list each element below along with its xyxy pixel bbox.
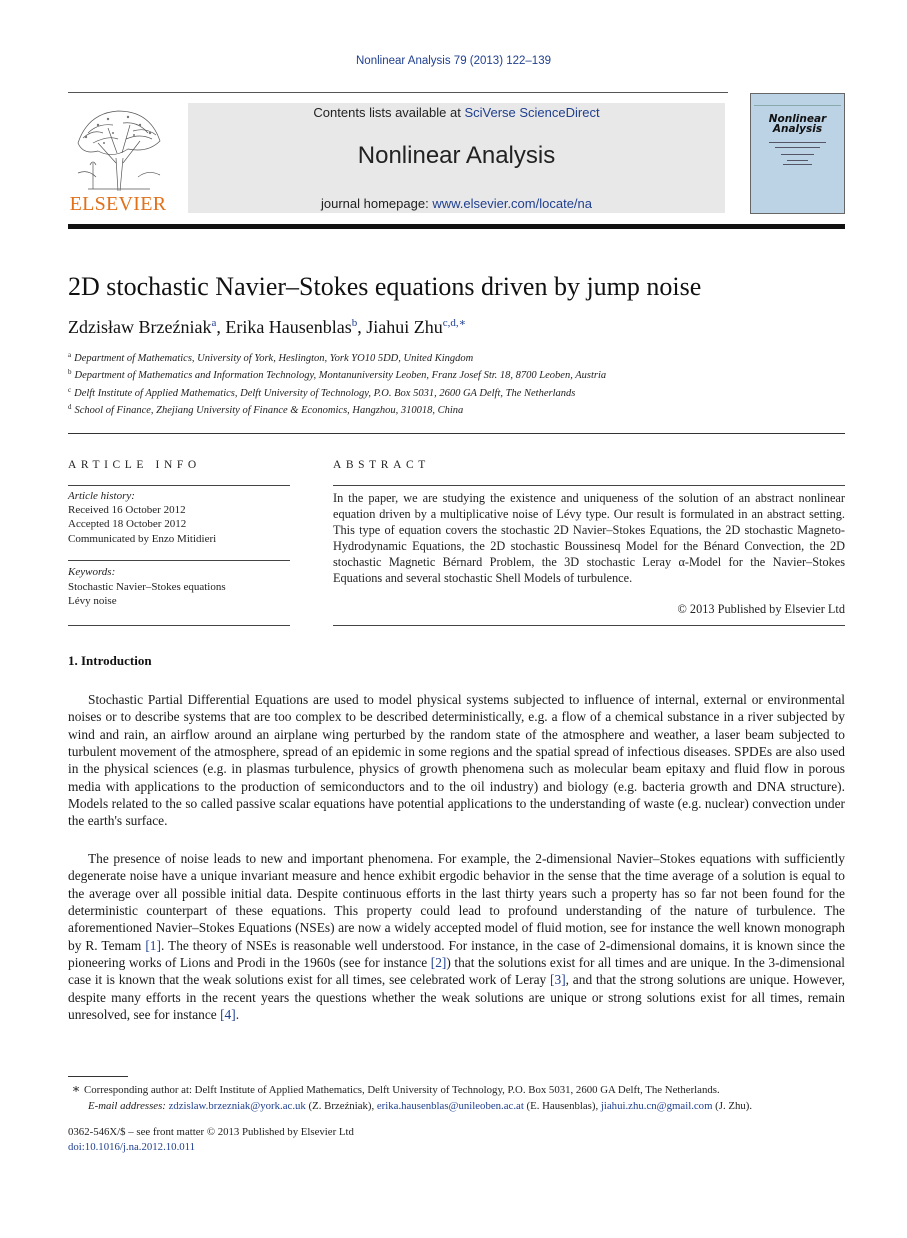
body-paragraph: [68, 850, 845, 1023]
received-date: Received 16 October 2012: [68, 504, 186, 517]
header-rule: [68, 92, 728, 93]
history-label: Article history:: [68, 490, 135, 502]
affiliation-mark: c: [68, 386, 72, 394]
cover-text-line: [781, 154, 814, 155]
affiliation-text: Department of Mathematics and Information Technology, Montanuniversity Leoben, Franz Josef Str. 18, 8700 Leoben, Austria: [74, 370, 607, 381]
corresponding-text: Corresponding author at: Delft Institute of Applied Mathematics, Delft University of Technology, P.O. Box 5031, 2600 GA Delft, The Netherlands.: [84, 1084, 720, 1096]
paragraph-text: The presence of noise leads to new and important phenomena. For example, the 2-dimensional Navier–Stokes equations with sufficiently degenerate noise have a unique invariant measure and hence exhibit ergodic behavior in the sense that the time average of a solution is equal to the average over all possible initial data. Despite continuous efforts in the last thirty years such a property has so far not been found for the deterministic counterpart of these equations. This property could lead to profound understanding of the nature of turbulence. The aforementioned Navier–Stokes Equations (NSEs) are now a widely accepted model of fluid motion, see for instance the well known monograph by R. Temam: [68, 851, 845, 953]
affiliation: [68, 351, 473, 364]
author-affil-mark[interactable]: a: [211, 317, 217, 329]
affiliation-mark: a: [68, 351, 72, 359]
article-info-rule: [68, 625, 290, 626]
footnote-star: ∗: [71, 1081, 81, 1096]
author-name[interactable]: Erika Hausenblas: [225, 317, 352, 337]
paragraph-text: .: [235, 1007, 240, 1023]
email-link[interactable]: zdzislaw.brzezniak@york.ac.uk: [168, 1099, 306, 1112]
reference-link[interactable]: [1]: [145, 937, 161, 953]
header-thick-rule: [68, 224, 845, 229]
email-owner: (J. Zhu).: [712, 1099, 753, 1112]
body-paragraph: Stochastic Partial Differential Equations are used to model physical systems subjected to influence of internal, external or environmental noises or to describe systems that are too complex to be described deterministically, e.g. a flow of a chemical substance in a river subjected by wind and rain, an airflow around an airplane wing perturbed by the random state of the atmosphere and weather, a laser beam subjected to turbulent movement of the atmosphere, spread of an epidemic in some regions and the spatial spread of infectious diseases. SPDEs are also used in the physical sciences (e.g. in plasmas turbulence, physics of growth phenomena such as molecular beam epitaxy and fluid flow in porous media with applications to the production of semiconductors and to the oil industry) and biology (e.g. bacteria growth and DNA structure). Models related to the so called passive scalar equations have potential applications to the understanding of waste (e.g. nuclear) convection under the earth's surface.: [68, 692, 845, 829]
cover-text-line: [783, 164, 812, 165]
author-name[interactable]: Jiahui Zhu: [366, 317, 443, 337]
footnote-rule: [68, 1076, 128, 1077]
abstract-text: In the paper, we are studying the existence and uniqueness of the solution of an abstract nonlinear equation driven by a multiplicative noise of Lévy type. Our result is formulated in an abstract setting. This type of equation covers the stochastic 2D Navier–Stokes Equations, the 2D stochastic Magneto-Hydrodynamic Equations, the 2D stochastic Boussinesq Model for the Bénard Convection, the 2D stochastic Magnetic Bérnard Problem, the 3D stochastic Leray α-Model for the Navier–Stokes Equations and several stochastic Shell Models of turbulence.: [333, 491, 845, 585]
cover-text-line: [769, 142, 826, 143]
email-label: E-mail addresses:: [88, 1099, 166, 1112]
affiliation-text: School of Finance, Zhejiang University of Finance & Economics, Hangzhou, 310018, China: [74, 405, 464, 416]
cover-text-line: [775, 147, 820, 148]
homepage-line: [188, 196, 725, 211]
article-info-rule: [68, 485, 290, 486]
keywords-label: Keywords:: [68, 566, 116, 578]
footnote: [68, 1081, 858, 1114]
paper-title: 2D stochastic Navier–Stokes equations driven by jump noise: [68, 272, 702, 301]
abstract-heading: ABSTRACT: [333, 459, 430, 471]
keyword: Lévy noise: [68, 595, 117, 608]
cover-title-line2: Analysis: [772, 123, 823, 135]
email-link[interactable]: jiahui.zhu.cn@gmail.com: [600, 1099, 713, 1112]
publisher-name: ELSEVIER: [69, 193, 167, 215]
reference-link[interactable]: [2]: [430, 955, 447, 971]
sciencedirect-link[interactable]: SciVerse ScienceDirect: [464, 105, 600, 120]
affiliation-text: Department of Mathematics, University of York, Heslington, York YO10 5DD, United Kingdom: [74, 353, 474, 364]
doi-link[interactable]: doi:10.1016/j.na.2012.10.011: [68, 1141, 196, 1154]
paragraph-text: . The theory of NSEs is reasonable well understood. For instance, in the case of 2-dimensional domains, it is known since the pioneering works of Lions and Prodi in the 1960s (see for instance: [68, 937, 846, 971]
journal-homepage-link[interactable]: www.elsevier.com/locate/na: [432, 196, 592, 211]
author-list: Zdzisław Brzeźniak$^a$, Erika Hausenblas$^b$, Jiahui Zhu$^{c,d,∗}$: [68, 317, 467, 337]
affiliation: [68, 386, 575, 399]
cover-text-line: [787, 160, 808, 161]
reference-link[interactable]: [4]: [220, 1007, 236, 1023]
communicated-by: Communicated by Enzo Mitidieri: [68, 532, 217, 545]
affiliation: [68, 368, 606, 381]
copyright-notice: © 2013 Published by Elsevier Ltd: [677, 602, 845, 616]
journal-citation[interactable]: Nonlinear Analysis 79 (2013) 122–139: [356, 55, 551, 67]
corresponding-author-note: [68, 1081, 858, 1099]
keyword: Stochastic Navier–Stokes equations: [68, 580, 226, 593]
author-affil-mark[interactable]: b: [351, 317, 358, 329]
email-link[interactable]: erika.hausenblas@unileoben.ac.at: [376, 1099, 524, 1112]
abstract-rule: [333, 625, 845, 626]
abstract-rule: [333, 485, 845, 486]
keywords-block: [68, 565, 290, 609]
journal-title: Nonlinear Analysis: [357, 142, 556, 169]
contents-line: [188, 105, 725, 120]
section-heading: 1. Introduction: [68, 653, 152, 668]
cover-header-strip: [754, 97, 841, 106]
contents-prefix: Contents lists available at: [313, 105, 465, 120]
tree-icon: [68, 103, 168, 193]
affiliation-mark: d: [68, 403, 72, 411]
journal-cover-thumbnail[interactable]: [750, 93, 845, 214]
affiliation-mark: b: [68, 368, 72, 376]
email-addresses: [68, 1099, 858, 1115]
paragraph-text: , and that the strong solutions are unique. However, despite many efforts in the recent years the questions whether the weak solutions are unique or strong solutions exist for all times, remain unresolved, see for instance: [68, 972, 845, 1023]
paragraph-text: ) that the solutions exist for all times and are unique. In the 3-dimensional case it is known that the weak solutions exist for all times, see celebrated work of Leray: [68, 955, 846, 988]
article-history: [68, 489, 290, 546]
reference-link[interactable]: [3]: [550, 972, 566, 988]
front-matter: [68, 1125, 354, 1155]
article-info-rule: [68, 560, 290, 561]
email-owner: (E. Hausenblas),: [523, 1099, 601, 1112]
affiliation-rule: [68, 433, 845, 434]
homepage-prefix: journal homepage:: [321, 196, 433, 211]
cover-title-line1: Nonlinear: [768, 113, 827, 125]
issn-line: 0362-546X/$ – see front matter © 2013 Published by Elsevier Ltd: [68, 1126, 354, 1138]
affiliation-text: Delft Institute of Applied Mathematics, Delft University of Technology, P.O. Box 5031, 2600 GA Delft, The Netherlands: [74, 388, 576, 399]
cover-title: [751, 114, 844, 134]
email-owner: (Z. Brzeźniak),: [305, 1099, 377, 1112]
affiliation: [68, 403, 463, 416]
article-info-heading: ARTICLE INFO: [68, 459, 201, 471]
accepted-date: Accepted 18 October 2012: [68, 518, 187, 531]
author-name[interactable]: Zdzisław Brzeźniak: [68, 317, 212, 337]
author-affil-mark[interactable]: c,d,∗: [442, 317, 467, 329]
